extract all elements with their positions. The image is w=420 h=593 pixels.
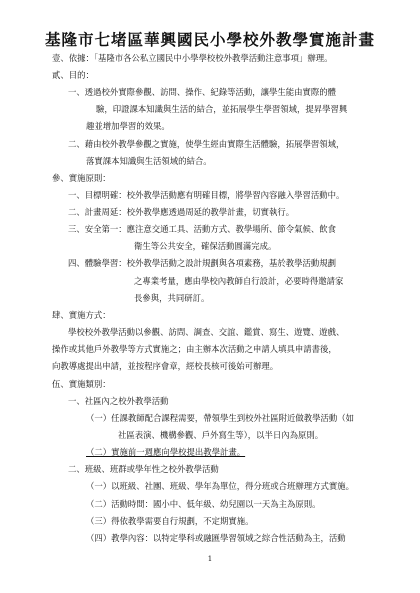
basis-line: 壹、依據：「基隆市各公私立國民中小學學校校外教學活動注意事項」辦理。 xyxy=(52,53,333,63)
paragraph-line: 向教導處提出申請，並按程序會章，經校長核可後始可辦理。 xyxy=(52,361,279,371)
paragraph-line: 一、目標明確：校外教學活動應有明確目標，將學習內容融入學習活動中。 xyxy=(68,190,345,200)
page-number: 1 xyxy=(207,555,213,563)
section-heading: 參、實施原則： xyxy=(52,173,111,183)
paragraph-line: （三）得依教學需要自行規劃，不定期實施。 xyxy=(86,516,254,526)
paragraph-line: 落實課本知識與生活領域的結合。 xyxy=(86,156,212,166)
paragraph-line: 趣並增加學習的效果。 xyxy=(86,121,170,131)
paragraph-line: 學校校外教學活動以參觀、訪問、調查、交誼、鑑賞、寫生、遊覽、遊戲、 xyxy=(68,327,345,337)
paragraph-line: 長參與，共同研訂。 xyxy=(134,293,210,303)
underlined-line: （二）實施前一週應向學校提出教學計畫。 xyxy=(86,447,246,457)
section-heading: 肆、實施方式： xyxy=(52,310,111,320)
subsection-heading: 二、班級、班群或學年性之校外教學活動 xyxy=(68,464,219,474)
section-heading: 貳、目的： xyxy=(52,70,94,80)
paragraph-line: 二、藉由校外教學參觀之實施，使學生經由實際生活體驗，拓展學習領域， xyxy=(68,139,345,149)
paragraph-line: 衛生等公共安全，確保活動圓滿完成。 xyxy=(134,241,277,251)
paragraph-line: （四）教學內容：以特定學科或融匯學習領域之綜合性活動為主，活動 xyxy=(86,533,346,543)
paragraph-line: 操作或其他戶外教學等方式實施之；由主辦本次活動之申請人填具申請書後， xyxy=(52,344,337,354)
paragraph-line: （一）任課教師配合課程需要，帶領學生到校外社區附近做教學活動（如 xyxy=(86,413,354,423)
paragraph-line: （二）活動時間：國小中、低年級、幼兒園以一天為主為原則。 xyxy=(86,499,321,509)
paragraph-line: 四、體驗學習：校外教學活動之設計規劃與各項素務，基於教學活動規劃 xyxy=(68,258,336,268)
document-title: 基隆市七堵區華興國民小學校外教學實施計畫 xyxy=(44,30,375,49)
section-heading: 伍、實施類別： xyxy=(52,379,111,389)
subsection-heading: 一、社區內之校外教學活動 xyxy=(68,396,169,406)
paragraph-line: 一、透過校外實際參觀、訪問、操作、紀錄等活動，讓學生能由實際的體 xyxy=(68,87,336,97)
paragraph-line: （一）以班級、社團、班級、學年為單位，得分班或合班辦理方式實施。 xyxy=(86,481,354,491)
paragraph-line: 三、安全第一：應注意交通工具、活動方式、教學場所、節令氣候、飲食 xyxy=(68,224,336,234)
paragraph-line: 驗，印證課本知識與生活的結合，並拓展學生學習領域，提昇學習興 xyxy=(96,104,348,114)
paragraph-line: 二、計畫周延：校外教學應透過周延的教學計畫，切實執行。 xyxy=(68,207,295,217)
paragraph-line: 之專業考量，應由學校內教師自行設計，必要時得邀請家 xyxy=(134,276,344,286)
paragraph-line: 社區表演、機構參觀、戶外寫生等），以半日內為原則。 xyxy=(118,430,324,440)
